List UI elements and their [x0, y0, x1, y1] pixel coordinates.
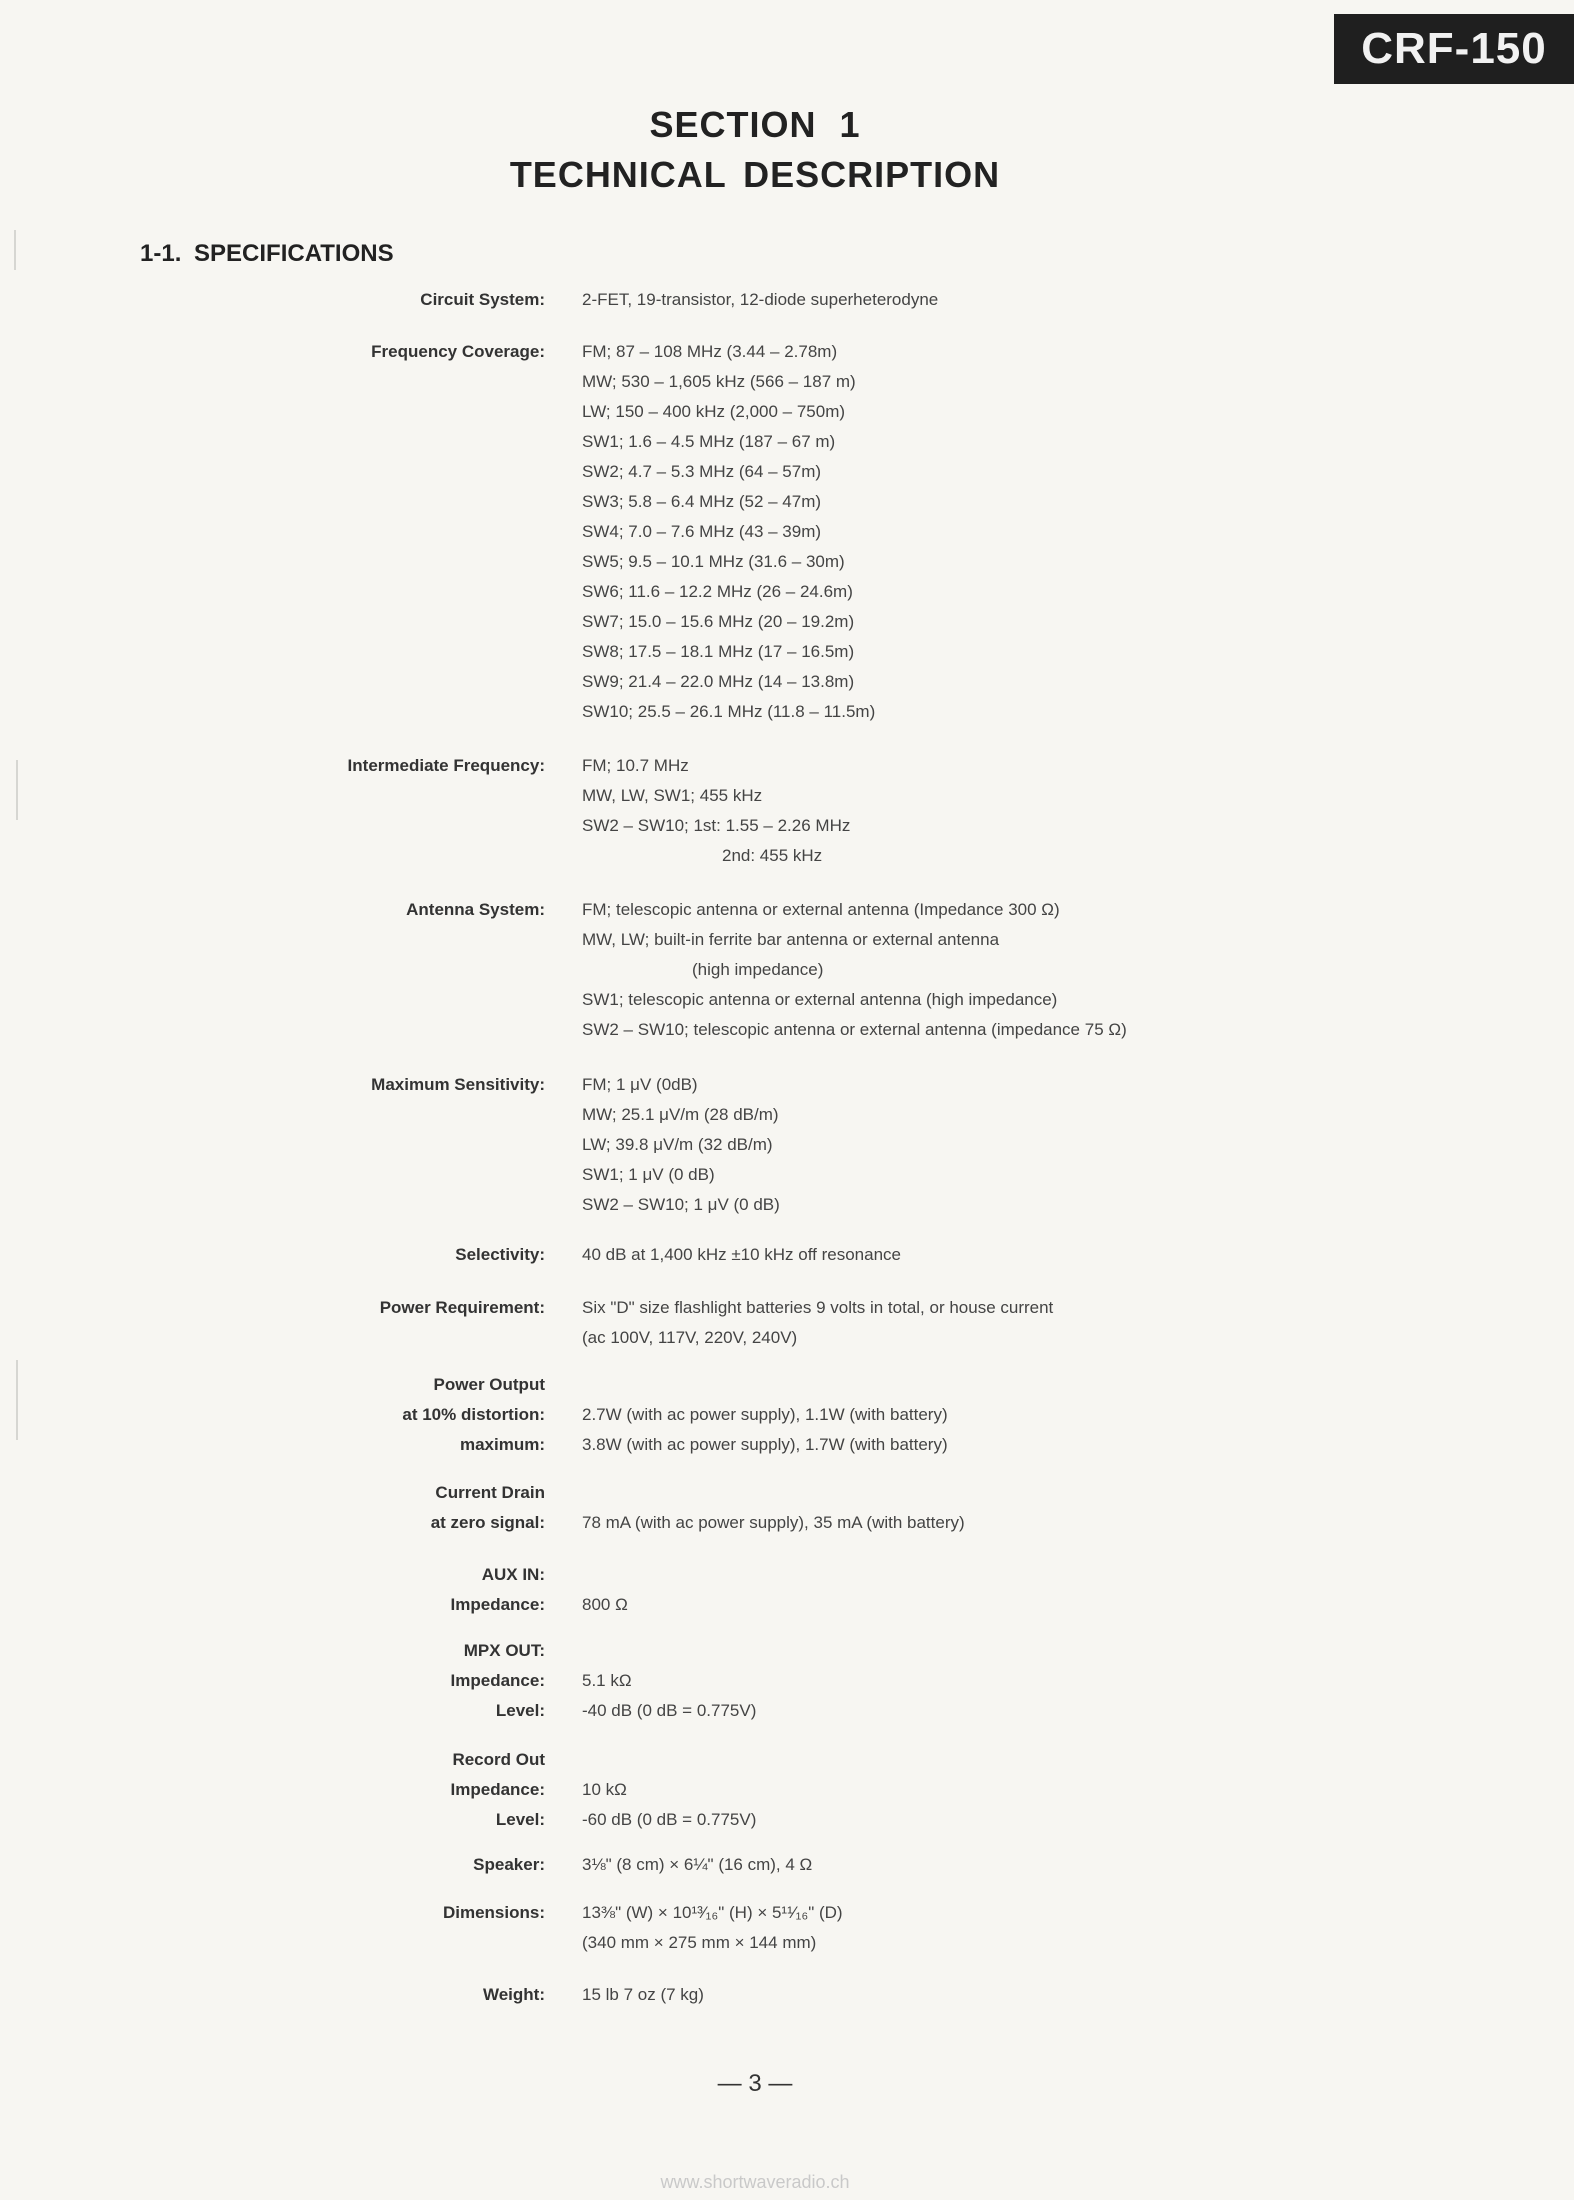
spec-line: MW, LW, SW1; 455 kHz: [582, 786, 763, 805]
spec-line: MW, LW; built-in ferrite bar antenna or external antenna: [582, 930, 1000, 949]
spec-value: [582, 285, 1482, 315]
spec-value: [582, 1240, 1482, 1270]
section-title: SECTION 1: [649, 104, 861, 145]
spec-label: Weight:: [482, 1985, 545, 2004]
spec-label: [180, 1636, 545, 1726]
spec-line: SW8; 17.5 – 18.1 MHz (17 – 16.5m): [582, 642, 855, 661]
spec-line: FM; 10.7 MHz: [582, 756, 689, 775]
spacer: [582, 1560, 1482, 1590]
spec-line: -60 dB (0 dB = 0.775V): [582, 1810, 757, 1829]
spec-line: 10 kΩ: [582, 1780, 627, 1799]
spec-value: [582, 895, 1482, 1045]
spec-value: [582, 1370, 1482, 1460]
scan-artifact: [14, 230, 16, 270]
spec-line: SW1; telescopic antenna or external antenna (high impedance): [582, 990, 1058, 1009]
spec-line: SW6; 11.6 – 12.2 MHz (26 – 24.6m): [582, 582, 853, 601]
spec-line: SW2 – SW10; telescopic antenna or external antenna (impedance 75 Ω): [582, 1020, 1127, 1039]
spec-line: 2.7W (with ac power supply), 1.1W (with battery): [582, 1405, 948, 1424]
spec-line: 40 dB at 1,400 kHz ±10 kHz off resonance: [582, 1245, 901, 1264]
spec-value: [582, 1898, 1482, 1958]
spec-value: [582, 1293, 1482, 1353]
spec-label: Circuit System:: [420, 290, 545, 309]
watermark: www.shortwaveradio.ch: [660, 2172, 850, 2192]
spec-line: 3⅛" (8 cm) × 6¼" (16 cm), 4 Ω: [582, 1855, 813, 1874]
spec-line: SW5; 9.5 – 10.1 MHz (31.6 – 30m): [582, 552, 845, 571]
spec-label: [180, 1478, 545, 1538]
spec-line: SW7; 15.0 – 15.6 MHz (20 – 19.2m): [582, 612, 855, 631]
spacer: [582, 1478, 1482, 1508]
spec-label-line: Impedance:: [450, 1780, 545, 1799]
spec-line: 800 Ω: [582, 1595, 628, 1614]
spec-label: Speaker:: [473, 1855, 545, 1874]
spec-line: 78 mA (with ac power supply), 35 mA (with battery): [582, 1513, 965, 1532]
spec-label: [180, 1370, 545, 1460]
spec-label: Selectivity:: [455, 1245, 545, 1264]
spec-value: [582, 1478, 1482, 1538]
spec-label-line: Level:: [495, 1810, 545, 1829]
spec-line: 3.8W (with ac power supply), 1.7W (with battery): [582, 1435, 948, 1454]
spec-value: [582, 1850, 1482, 1880]
spec-label-line: Power Output: [433, 1375, 545, 1394]
spacer: [582, 1745, 1482, 1775]
spec-line: LW; 39.8 μV/m (32 dB/m): [582, 1135, 773, 1154]
spec-label: Dimensions:: [442, 1903, 545, 1922]
spec-line: MW; 25.1 μV/m (28 dB/m): [582, 1105, 779, 1124]
model-badge: CRF-150: [1334, 14, 1574, 84]
spec-line: SW2; 4.7 – 5.3 MHz (64 – 57m): [582, 462, 822, 481]
scan-artifact: [16, 1360, 18, 1440]
spec-line: SW1; 1.6 – 4.5 MHz (187 – 67 m): [582, 432, 836, 451]
spec-label: Antenna System:: [406, 900, 545, 919]
spec-label: Frequency Coverage:: [371, 342, 545, 361]
spacer: [582, 1370, 1482, 1400]
spec-line: LW; 150 – 400 kHz (2,000 – 750m): [582, 402, 846, 421]
spacer: [582, 1636, 1482, 1666]
spec-line: (high impedance): [692, 960, 824, 979]
spec-line: MW; 530 – 1,605 kHz (566 – 187 m): [582, 372, 856, 391]
spec-line: SW2 – SW10; 1st: 1.55 – 2.26 MHz: [582, 816, 851, 835]
spec-line: FM; 87 – 108 MHz (3.44 – 2.78m): [582, 342, 838, 361]
spec-label-line: at zero signal:: [430, 1513, 545, 1532]
spec-line: SW9; 21.4 – 22.0 MHz (14 – 13.8m): [582, 672, 855, 691]
spec-value: [582, 1980, 1482, 2010]
spec-line: FM; 1 μV (0dB): [582, 1075, 698, 1094]
spec-label-line: maximum:: [459, 1435, 545, 1454]
spec-label-line: Level:: [495, 1701, 545, 1720]
spec-label: Intermediate Frequency:: [347, 756, 545, 775]
page-number: — 3 —: [717, 2070, 793, 2097]
spec-line: (ac 100V, 117V, 220V, 240V): [582, 1328, 798, 1347]
spec-label-line: Record Out: [452, 1750, 545, 1769]
scan-artifact: [16, 760, 18, 820]
spec-label: [180, 1560, 545, 1620]
spec-label-line: AUX IN:: [481, 1565, 545, 1584]
spec-line: 15 lb 7 oz (7 kg): [582, 1985, 704, 2004]
spec-value: [582, 1070, 1482, 1220]
spec-line: SW2 – SW10; 1 μV (0 dB): [582, 1195, 780, 1214]
spec-value: [582, 337, 1482, 727]
spec-line: FM; telescopic antenna or external antenna (Impedance 300 Ω): [582, 900, 1060, 919]
spec-label-line: Impedance:: [450, 1595, 545, 1614]
spec-value: [582, 1745, 1482, 1835]
spec-line: SW4; 7.0 – 7.6 MHz (43 – 39m): [582, 522, 822, 541]
spec-line: SW3; 5.8 – 6.4 MHz (52 – 47m): [582, 492, 822, 511]
spec-line: 5.1 kΩ: [582, 1671, 632, 1690]
spec-line: 2nd: 455 kHz: [722, 846, 823, 865]
spec-label: Power Requirement:: [379, 1298, 545, 1317]
section-subtitle: TECHNICAL DESCRIPTION: [509, 154, 1001, 195]
spec-line: -40 dB (0 dB = 0.775V): [582, 1701, 757, 1720]
spec-value: [582, 1636, 1482, 1726]
spec-label-line: MPX OUT:: [463, 1641, 545, 1660]
spec-label-line: Impedance:: [450, 1671, 545, 1690]
spec-label: Maximum Sensitivity:: [371, 1075, 545, 1094]
spec-line: SW10; 25.5 – 26.1 MHz (11.8 – 11.5m): [582, 702, 876, 721]
spec-label-line: Current Drain: [435, 1483, 545, 1502]
spec-line: SW1; 1 μV (0 dB): [582, 1165, 715, 1184]
subsection-heading: 1-1. SPECIFICATIONS: [140, 240, 394, 267]
spec-line: 13⅜" (W) × 10¹³⁄₁₆" (H) × 5¹¹⁄₁₆" (D): [582, 1903, 843, 1922]
spec-label: [180, 1745, 545, 1835]
spec-line: Six "D" size flashlight batteries 9 volts in total, or house current: [582, 1298, 1054, 1317]
spec-value: [582, 751, 1482, 871]
spec-value: [582, 1560, 1482, 1620]
spec-label-line: at 10% distortion:: [402, 1405, 545, 1424]
spec-line: 2-FET, 19-transistor, 12-diode superheterodyne: [582, 290, 939, 309]
spec-line: (340 mm × 275 mm × 144 mm): [582, 1933, 817, 1952]
